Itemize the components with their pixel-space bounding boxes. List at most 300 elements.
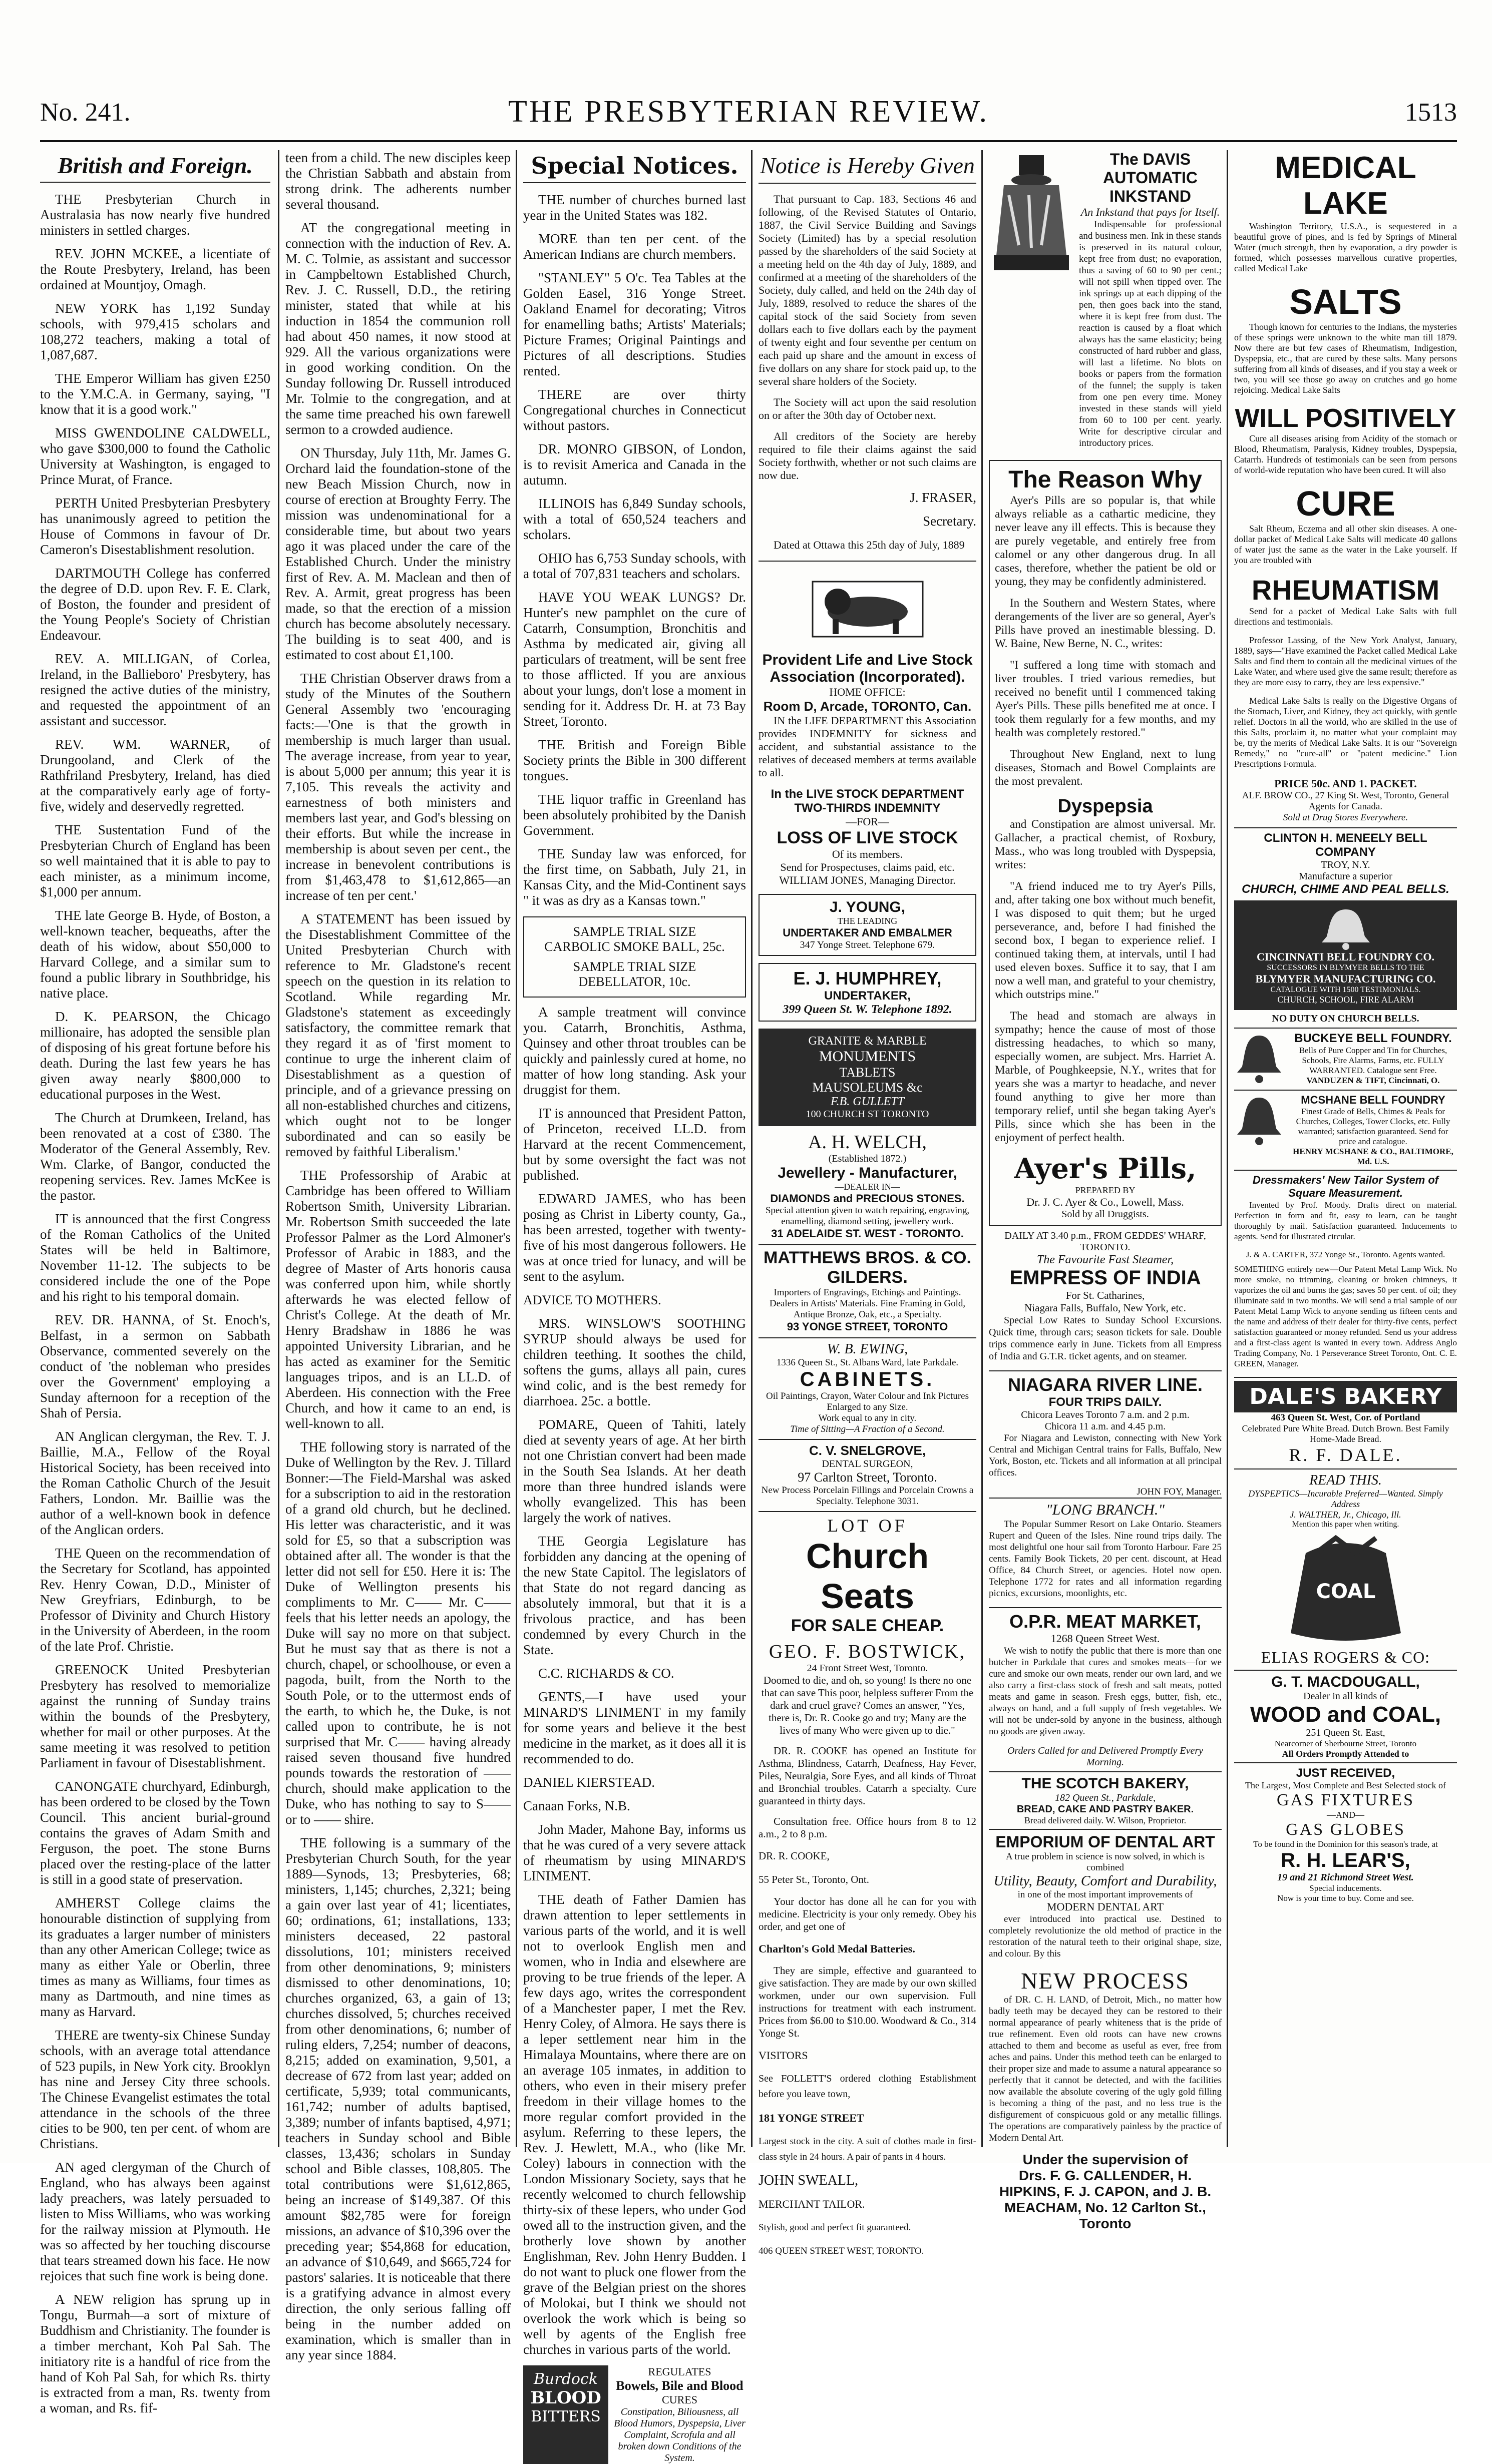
ad-line: —AND— [1327, 1810, 1364, 1820]
column-rule [981, 150, 983, 2147]
ad-line: and Constipation are almost universal. Mr. Gallacher, a practical chemist, of Roxbury, Mass., who was long troubled with Dyspepsia, writes: [995, 818, 1216, 871]
newspaper-title: THE PRESBYTERIAN REVIEW. [508, 95, 989, 129]
column-medical-lake-ads [1234, 150, 1457, 2147]
ad-line: TROY, N.Y. [1321, 859, 1370, 870]
ad-line: For Niagara and Lewiston, connecting with New York Central and Michigan Central trains for Falls, Buffalo, New York, Boston, etc. Tickets and all information at all principal offices. [989, 1433, 1222, 1478]
ad-line: MONUMENTS [819, 1048, 916, 1065]
ad-line: The head and stomach are always in sympathy; hence the cause of most of those distressing headaches, to which so many, especially women, are subject. Mrs. Harriet A. Marble, of Poughkeepsie, N.Y., writes that for years she was a martyr to headache, and never found anything to give her more than temporary relief, until she began taking Ayer's Pills, since which she has been in the enjoyment of perfect health. [995, 1010, 1216, 1144]
ad-line: Drs. F. G. CALLENDER, H. HIPKINS, F. J. CAPON, and J. B. MEACHAM, No. 12 Carlton St., Toronto [999, 2168, 1212, 2231]
davis-text [1079, 150, 1222, 457]
ad-line: 100 CHURCH ST TORONTO [806, 1109, 929, 1120]
ad-line: GAS FIXTURES [1277, 1791, 1414, 1809]
ad-line: Special Low Rates to Sunday School Excursions. Quick time, through cars; season tickets for sale. Double trips commence early in June. Tickets from all Empress of India and G.T.R. ticket agents, and on steamer. [989, 1315, 1222, 1362]
lamp-wick-ad: SOMETHING entirely new—Our Patent Metal Lamp Wick. No more smoke, no trimming, cleaning or broken chimneys, it vaporizes the oil and burns the gas; saves 50 per cent. of oil; they illuminate said in two months. We will send a trial sample of our Patent Metal Lamp Wick to anyone sending us fifteen cents and the name and address of their dealer for thirty-five cents, perfect satisfaction guaranteed or money refunded. Send us your address and a first-class agent is wanted in every town. Address Anglo Trading Company, No. 1 Perseverance Street Toronto, Ont. C. E. GREEN, Manager. [1234, 1264, 1457, 1368]
notice-item: POMARE, Queen of Tahiti, lately died at seventy years of age. At her birth not one Christian convert had been made in the South Sea Islands. At her death more than three hundred islands were wholly evangelized. This has been largely the work of natives. [523, 1417, 746, 1525]
ad-line: SAMPLE TRIAL SIZE [573, 959, 696, 974]
ad-line: CURE [1296, 484, 1395, 523]
ad-line: Sold at Drug Stores Everywhere. [1283, 812, 1408, 823]
ad-line: Work equal to any in city. [818, 1413, 917, 1423]
ad-text: 406 QUEEN STREET WEST, TORONTO. [759, 2246, 924, 2256]
news-item: REV. DR. HANNA, of St. Enoch's, Belfast, in a sermon on Sabbath Observance, commented severely on the conduct of 'the nobleman who presides over the Government' employing a Sunday afternoon for a reception of the Shah of Persia. [40, 1312, 270, 1420]
empress-ad [989, 1230, 1222, 1362]
ad-line: FOR SALE CHEAP. [791, 1616, 944, 1635]
ad-line: Special attention given to watch repairing, engraving, enamelling, diamond setting, jewellery work. [765, 1205, 970, 1227]
column-news-continued [285, 150, 511, 2362]
news-item: GREENOCK United Presbyterian Presbytery has resolved to memorialize against the running of Sunday trains within the bounds of the Presbytery, whether for mail or other purposes. At the same meeting it was resolved to petition Parliament in favour of Disestablishment. [40, 1662, 270, 1770]
news-item: DARTMOUTH College has conferred the degree of D.D. upon Rev. F. E. Clark, of Boston, the founder and president of the Young People's Society of Christian Endeavour. [40, 566, 270, 643]
news-item: AN Anglican clergyman, the Rev. T. J. Baillie, M.A., Fellow of the Royal Historical Society, has been received into the Roman Catholic Church of the Jesuit Fathers, London. Mr. Baillie was the author of a well-known book in defence of the Anglican orders. [40, 1429, 270, 1537]
ad-line: IN the LIFE DEPARTMENT this Association provides INDEMNITY for sickness and accident, and substantial assistance to the relatives of deceased members at terms available to all. [759, 714, 976, 779]
ad-text: DR. R. COOKE, [759, 1850, 830, 1862]
coal-sack-icon [1276, 1533, 1416, 1648]
notice-item: HAVE YOU WEAK LUNGS? Dr. Hunter's new pamphlet on the cure of Catarrh, Consumption, Bronchitis and Asthma by medicated air, giving all particulars of treatment, will be sent free to those afflicted. If you are anxious about your lungs, don't lose a moment in sending for it. Address Dr. H. at 73 Bay Street, Toronto. [523, 590, 746, 729]
ad-line: EMPORIUM OF DENTAL ART [995, 1833, 1215, 1851]
ad-line: 463 Queen St. West, Cor. of Portland [1271, 1412, 1420, 1423]
ad-line: 399 Queen St. W. Telephone 1892. [783, 1003, 952, 1016]
ad-line: DENTAL SURGEON, [822, 1458, 913, 1469]
notice-item: THE liquor traffic in Greenland has been absolutely prohibited by the Danish Government. [523, 792, 746, 838]
ad-line: WOOD and COAL, [1250, 1702, 1441, 1727]
ad-line: O.P.R. MEAT MARKET, [1009, 1611, 1201, 1632]
ad-line: A. H. WELCH, [808, 1132, 927, 1153]
ad-line: Burdock [534, 2370, 598, 2388]
news-item: CANONGATE churchyard, Edinburgh, has been ordered to be closed by the Town Council. This ancient burial-ground contains the graves of Adam Smith and Ferguson, the poet. The stone Burns placed over the resting-place of the latter is still in a good state of preservation. [40, 1779, 270, 1887]
mcshane-bell-ad [1234, 1090, 1457, 1167]
signature: DANIEL KIERSTEAD. [523, 1775, 655, 1790]
news-item: The Church at Drumkeen, Ireland, has been renovated at a cost of £380. The Moderator of the General Assembly, Rev. Wm. Clarke, of Bangor, conducted the reopening services. Rev. James McKee is the pastor. [40, 1110, 270, 1203]
ad-line: Under the supervision of [1022, 2152, 1188, 2167]
burdock-ad [523, 2365, 746, 2464]
ad-text: DR. R. COOKE has opened an Institute for Asthma, Blindness, Catarrh, Deafness, Hay Fever, Piles, Neuralgia, Sore Eyes, and all kinds of Throat and Bronchial troubles. Catarrh a specialty. Cure guaranteed in thirty days. [759, 1745, 976, 1807]
news-item: THE Sustentation Fund of the Presbyterian Church of England has been so well maintained that it is able to pay to each minister, as a minimum income, $1,000 per annum. [40, 822, 270, 899]
svg-text:COAL: COAL [1316, 1580, 1375, 1603]
ad-line: Of its members. [832, 848, 903, 860]
ad-line: The Popular Summer Resort on Lake Ontario. Steamers Rupert and Queen of the Isles. Nine round trips daily. The most delightful one hour sail from Toronto Harbour. Fare 25 cents. Family Book Tickets, 20 per cent. discount, at Head Office, 84 Church Street, or agencies. Hotel now open. Telephone 1772 for rates and all information regarding picnics, excursions, moonlights, etc. [989, 1519, 1222, 1599]
ad-line: All Orders Promptly Attended to [1282, 1749, 1409, 1759]
burdock-logo [523, 2365, 608, 2464]
ad-line: HENRY MCSHANE & CO., BALTIMORE, Md. U.S. [1293, 1147, 1453, 1166]
buckeye-bell-ad [1234, 1028, 1457, 1087]
notice-text: All creditors of the Society are hereby required to file their claims against the said Society forthwith, whether or not such claims are now due. [759, 430, 976, 481]
ad-line: UNDERTAKER AND EMBALMER [783, 926, 952, 939]
notice-item: A sample treatment will convince you. Catarrh, Bronchitis, Asthma, Quinsey and other throat troubles can be quickly and painlessly cured at home, no matter of how long standing. Ask your druggist for them. [523, 1005, 746, 1097]
ad-line: Send for a packet of Medical Lake Salts with full directions and testimonials. [1234, 606, 1457, 627]
ad-line: An Inkstand that pays for Itself. [1080, 206, 1220, 218]
ad-line: EMPRESS OF INDIA [1009, 1267, 1201, 1289]
ayers-ad [989, 460, 1222, 1226]
ad-line: The Reason Why [1008, 466, 1202, 493]
ad-line: MATTHEWS BROS. & CO. [764, 1248, 971, 1267]
ad-line: J. YOUNG, [829, 899, 906, 915]
ad-line: Throughout New England, next to lung diseases, Stomach and Bowel Complaints are the most prevalent. [995, 748, 1216, 787]
notice-item: MRS. WINSLOW'S SOOTHING SYRUP should always be used for children teething. It soothes the child, softens the gums, allays all pain, cures wind colic, and is the best remedy for diarrhoea. 25c. a bottle. [523, 1316, 746, 1408]
column-rule [751, 150, 753, 2147]
ad-text: Consultation free. Office hours from 8 to 12 a.m., 2 to 8 p.m. [759, 1815, 976, 1840]
ad-line: Though known for centuries to the Indians, the mysteries of these springs were unknown to the white man till 1879. Now there are but few cases of Rheumatism, Indigestion, Dyspepsia, etc., that are cured by these salts. Many persons suffering from all kinds of diseases, and if you stay a week or two, you will see those go away on crutches and go home rejoicing. Medical Lake Salts [1234, 322, 1457, 395]
ad-text: 55 Peter St., Toronto, Ont. [759, 1873, 869, 1885]
ad-line: Celebrated Pure White Bread. Dutch Brown. Best Family Home-Made Bread. [1242, 1423, 1449, 1444]
ad-line: CLINTON H. MENEELY BELL COMPANY [1264, 831, 1427, 859]
ad-line: MAUSOLEUMS &c [812, 1080, 923, 1095]
ad-line: RHEUMATISM [1251, 574, 1440, 606]
ad-line: "A friend induced me to try Ayer's Pills, and, after taking one box without much benefit, I was disposed to quit them; but he urged perseverance, and, before I had finished the second box, I began to experience relief. I continued taking them, at intervals, until I had used eleven boxes. Suffice it to say, that I am now a well man, and grateful to your chemistry, which outstrips mine." [995, 880, 1216, 1001]
ad-line: J. WALTHER, Jr., Chicago, Ill. [1290, 1510, 1401, 1520]
ad-line: UNDERTAKER, [824, 989, 911, 1003]
ad-line: Professor Lassing, of the New York Analyst, January, 1889, says—"Have examined the Packet called Medical Lake Salts and find them to contain all the medicinal virtues of the Lake Water, and where used give the same result; therefore as they are more easy to carry, they are less expensive." [1234, 635, 1457, 687]
ad-line: CURES [662, 2393, 697, 2406]
rogers-coal-ad [1234, 1533, 1457, 1667]
news-item: THERE are twenty-six Chinese Sunday schools, with an average total attendance of 523 pupils, in New York city. Brooklyn has nine and Jersey City three schools. The Chinese Evangelist estimates the total attendance in the schools of the three cities to be 900, ten per cent. of whom are Christians. [40, 2028, 270, 2151]
notice-heading: Notice is Hereby Given [759, 152, 976, 184]
church-seats-ad [759, 1511, 976, 1674]
ad-line: JOHN FOY, Manager. [1137, 1487, 1222, 1497]
column-special-notices [523, 150, 746, 2463]
ad-line: LOSS OF LIVE STOCK [777, 828, 958, 847]
notice-item: THE Sunday law was enforced, for the first time, on Sabbath, July 21, in Kansas City, and the Mid-Continent says " it was as dry as a Kansas town." [523, 846, 746, 908]
ad-line: "I suffered a long time with stomach and liver troubles. I tried various remedies, but received no benefit until I commenced taking Ayer's Pills. These pills benefited me at once. I took them regularly for a few months, and my health was completely restored." [995, 659, 1216, 739]
buckeye-text [1289, 1032, 1457, 1087]
ad-line: REGULATES [648, 2365, 711, 2378]
news-item: THE Queen on the recommendation of the Secretary for Scotland, has appointed Rev. Henry Cowan, D.D., Minister of New Greyfriars, Edinburgh, to be Professor of Divinity and Church History in the University of Aberdeen, in the room of the late Prof. Christie. [40, 1546, 270, 1654]
masthead [40, 80, 1457, 142]
ad-line: Invented by Prof. Moody. Drafts direct on material. Perfection in form and fit, easy to learn, can be taught thoroughly by mail. Satisfaction guaranteed. Inducements to agents. Send for illustrated circular. [1234, 1200, 1457, 1241]
column-rule [516, 150, 517, 2147]
young-ad [759, 894, 976, 956]
ad-line: In the LIVE STOCK DEPARTMENT TWO-THIRDS INDEMNITY [771, 787, 964, 815]
macdougall-ad [1234, 1670, 1457, 1759]
ad-line: BREAD, CAKE AND PASTRY BAKER. [1016, 1804, 1194, 1815]
duty-line: NO DUTY ON CHURCH BELLS. [1272, 1013, 1419, 1024]
ad-line: Orders Called for and Delivered Promptly Every Morning. [1007, 1745, 1204, 1768]
ad-line: PRICE 50c. AND 1. PACKET. [1274, 777, 1417, 790]
notice-item: IT is announced that President Patton, of Princeton, received LL.D. from Harvard at the recent Commencement, but by some oversight the fact was not published. [523, 1106, 746, 1183]
ad-line: ever introduced into practical use. Destined to completely revolutionize the old method of practice in the restoration of the natural teeth to their original shape, size, and colour. By this [989, 1914, 1222, 1959]
ad-line: JUST RECEIVED, [1296, 1766, 1395, 1780]
ad-text: JOHN SWEALL, [759, 2173, 859, 2188]
ad-line: 24 Front Street West, Toronto. [807, 1663, 928, 1674]
ad-line: The Largest, Most Complete and Best Selected stock of [1245, 1780, 1446, 1790]
news-item: teen from a child. The new disciples keep the Christian Sabbath and abstain from strong drink. The adherents number several thousand. [285, 150, 511, 212]
bell-icon [1234, 1094, 1284, 1149]
ad-line: Nearcorner of Sherbourne Street, Toronto [1274, 1739, 1417, 1748]
column-ayers-ads [989, 150, 1222, 2231]
inkstand-icon [989, 150, 1074, 280]
ad-line: —DEALER IN— [835, 1182, 900, 1192]
news-item: D. K. PEARSON, the Chicago millionaire, has adopted the sensible plan of disposing of his great fortune before his death. During the last few years he has given away nearly $800,000 to educational purposes in the West. [40, 1009, 270, 1102]
notice-item: DR. MONRO GIBSON, of London, is to revisit America and Canada in the autumn. [523, 441, 746, 487]
ad-line: We wish to notify the public that there is more than one butcher in Parkdale that cures and smokes meats—for we cure and smoke our own meats, render our own lard, and we also carry a first-class stock of fresh and salt meats, potted meats and game in season. Fresh eggs, butter, fish, etc., always on hand, and a full supply of fresh vegetables. We will not be under-sold by anyone in the business, although no goods are given away. [989, 1646, 1222, 1737]
section-heading: Special Notices. [523, 152, 746, 183]
notice-item: THE number of churches burned last year in the United States was 182. [523, 192, 746, 223]
ad-line: Send for Prospectuses, claims paid, etc. [780, 861, 955, 873]
ad-line: BITTERS [531, 2408, 601, 2425]
news-item: AMHERST College claims the honourable distinction of supplying from its graduates a larger number of ministers than any other American College; twice as many as either Yale or Oberlin, three times as many as Williams, four times as many as Dartmouth, and nine times as many as Harvard. [40, 1895, 270, 2019]
notice-item: MORE than ten per cent. of the American Indians are church members. [523, 231, 746, 262]
ad-line: E. J. HUMPHREY, [793, 968, 942, 989]
ad-line: DIAMONDS and PRECIOUS STONES. [770, 1192, 965, 1205]
snelgrove-ad [759, 1439, 976, 1507]
ad-line: 19 and 21 Richmond Street West. [1277, 1872, 1414, 1883]
ad-text: See FOLLETT'S ordered clothing Establishment before you leave town, [759, 2073, 976, 2100]
ad-line: ELIAS ROGERS & CO: [1261, 1648, 1430, 1666]
news-item: IT is announced that the first Congress of the Roman Catholics of the United States will be held in Baltimore, November 11-12. The subjects to be considered include the one of the Pope and his right to his temporal domain. [40, 1211, 270, 1304]
signature: J. FRASER, [910, 490, 976, 505]
issue-number: No. 241. [40, 98, 131, 127]
meneely-bell-ad [1234, 827, 1457, 896]
ad-line: —FOR— [846, 815, 889, 828]
ad-line: THE LEADING [837, 916, 898, 926]
column-notices-ads [759, 150, 976, 2256]
burdock-text [613, 2365, 746, 2464]
ad-line: CABINETS. [800, 1368, 935, 1390]
ad-line: C. V. SNELGROVE, [809, 1443, 926, 1458]
ad-line: Utility, Beauty, Comfort and Durability, [993, 1873, 1217, 1889]
ad-line: New Process Porcelain Fillings and Porcelain Crowns a Specialty. Telephone 3031. [761, 1485, 974, 1507]
notice-text: The Society will act upon the said resolution on or after the 30th day of October next. [759, 396, 976, 421]
ad-line: GAS GLOBES [1286, 1820, 1405, 1839]
ad-line: PREPARED BY [1075, 1185, 1136, 1195]
ad-line: Oil Paintings, Crayon, Water Colour and Ink Pictures Enlarged to any Size. [766, 1391, 969, 1412]
ad-line: Ayer's Pills are so popular is, that while always reliable as a cathartic medicine, they never leave any ill effects. This is because they are purely vegetable, and entirely free from calomel or any other dangerous drug. In all cases, therefore, whether the patient be old or young, they may be confidently administered. [995, 494, 1216, 588]
ad-line: MODERN DENTAL ART [1046, 1900, 1164, 1913]
bell-icon [1234, 1032, 1284, 1087]
read-this-ad [1234, 1468, 1457, 1529]
ad-line: Dr. J. C. Ayer & Co., Lowell, Mass. [1026, 1196, 1184, 1208]
ad-line: G. T. MACDOUGALL, [1271, 1674, 1420, 1690]
ad-line: GRANITE & MARBLE [808, 1035, 927, 1048]
ad-line: 347 Yonge Street. Telephone 679. [800, 939, 935, 950]
news-item: THE Emperor William has given £250 to the Y.M.C.A. in Germany, saying, "I know that it is a good work." [40, 371, 270, 417]
ad-line: BLYMYER MANUFACTURING CO. [1255, 972, 1436, 985]
ad-line: 93 YONGE STREET, TORONTO [787, 1320, 948, 1333]
signature: Canaan Forks, N.B. [523, 1798, 630, 1813]
ad-line: SUCCESSORS IN BLYMYER BELLS TO THE [1267, 963, 1424, 972]
granite-ad [759, 1029, 976, 1126]
dressmakers-ad [1234, 1170, 1457, 1260]
ad-line: SALTS [1289, 282, 1402, 321]
ad-line: CINCINNATI BELL FOUNDRY CO. [1257, 950, 1434, 963]
niagara-ad [989, 1370, 1222, 1498]
ad-line: 1268 Queen Street West. [1050, 1632, 1160, 1645]
ad-line: 1336 Queen St., St. Albans Ward, late Parkdale. [776, 1357, 959, 1368]
humphrey-ad [759, 963, 976, 1022]
ad-line: Bread delivered daily. W. Wilson, Proprietor. [1024, 1815, 1187, 1825]
ad-line: in one of the most important improvements of [1017, 1889, 1193, 1900]
notice-item: THERE are over thirty Congregational churches in Connecticut without pastors. [523, 387, 746, 433]
provident-ad [759, 561, 976, 887]
news-item: THE following story is narrated of the Duke of Wellington by the Rev. J. Tillard Bonner:—The Field-Marshal was asked for a subscription to aid in the restoration of a grand old church, but he declined. His letter was characteristic, and it was sold for £5, so that a subscription was obtained after all. The wonder is that the letter did not sell for £50. Here it is: The Duke of Wellington presents his compliments to Mr. C—— Mr. C—— feels that his letter needs an apology, the Duke will say no more on that subject. But he must say that as there is not a church, chapel, or schoolhouse, or even a pagoda, built, from the North to the South Pole, or to the uttermost ends of the earth, to which he, the Duke, is not called upon to contribute, he is not surprised that Mr. C—— having already raised seven thousand five hundred pounds towards the restoration of —— church, should make application to the Duke, who has nothing to say to S—— or to —— shire. [285, 1439, 511, 1827]
ad-line: of DR. C. H. LAND, of Detroit, Mich., no matter how badly teeth may be decayed they can be restored to their normal appearance of pearly whiteness that is the pride of true refinement. Even old roots can have new crowns attached to them and become as useful as ever, free from aches and pains. Under this method teeth can be enlarged to their proper size and made to assume a natural appearance so perfectly that it cannot be detected, and with the facilities now available the absolute covering of the ugly gold filling is becoming a thing of the past, and no less true is the disfigurement of conspicuous gold or any metallic fillings. The operations are comparatively painless by the practice of Modern Dental Art. [989, 1995, 1222, 2143]
column-rule [1227, 150, 1228, 2147]
notice-item: THE British and Foreign Bible Society prints the Bible in 300 different tongues. [523, 737, 746, 783]
ad-line: GEO. F. BOSTWICK, [769, 1641, 966, 1662]
news-item: THE late George B. Hyde, of Boston, a well-known teacher, bequeaths, after the death of his widow, about $50,000 to Harvard College, and a similar sum to found a public library in Southbridge, his native place. [40, 908, 270, 1001]
ad-line: 251 Queen St. East, [1306, 1727, 1385, 1738]
cincinnati-bell-ad [1234, 900, 1457, 1010]
news-item: ON Thursday, July 11th, Mr. James G. Orchard laid the foundation-stone of the new Beach Mission Church, now in course of erection at Broughty Ferry. The mission was undenominational for a considerable time, but about two years ago it was placed under the care of the Established Church. Under the ministry first of Rev. A. M. Maclean and then of Rev. A. Armit, great progress has been made, so that the erection of a mission church has become absolutely necessary. The building is to seat 400, and is estimated to cost about £1,100. [285, 445, 511, 662]
ad-line: Room D, Arcade, TORONTO, Can. [763, 699, 972, 714]
ad-line: Chicora Leaves Toronto 7 a.m. and 2 p.m. [1021, 1409, 1190, 1420]
news-item: MISS GWENDOLINE CALDWELL, who gave $300,000 to found the Catholic University at Washington, is engaged to Prince Murat, of France. [40, 425, 270, 487]
ad-line: CHURCH, CHIME AND PEAL BELLS. [1242, 882, 1449, 896]
ad-line: MEDICAL LAKE [1275, 151, 1416, 221]
ad-text: 181 YONGE STREET [759, 2112, 864, 2124]
ad-line: In the Southern and Western States, where derangements of the liver are so general, Ayer's Pills have proved an inestimable blessing. D. W. Baine, New Berne, N. C., writes: [995, 597, 1216, 650]
matthews-ad [759, 1244, 976, 1333]
smoke-ball-ad [523, 916, 746, 998]
ad-line: NIAGARA RIVER LINE. [1008, 1374, 1203, 1395]
ad-line: Importers of Engravings, Etchings and Paintings. Dealers in Artists' Materials. Fine Framing in Gold, Antique Bronze, Oak, etc., a Specialty. [769, 1287, 966, 1320]
ad-text: Largest stock in the city. A suit of clothes made in first-class style in 24 hours. A pair of pants in 4 hours. [759, 2136, 976, 2162]
ad-line: MCSHANE BELL FOUNDRY [1301, 1094, 1445, 1106]
ad-line: Manufacture a superior [1299, 871, 1392, 882]
ad-line: DYSPEPTICS—Incurable Preferred—Wanted. Simply Address [1248, 1489, 1443, 1509]
notice-item: THE Georgia Legislature has forbidden any dancing at the opening of the new State Capitol. The legislators of that State do not regard dancing as absolutely immoral, but that it is a frivolous practice, and has been condemned by every Church in the State. [523, 1534, 746, 1657]
ad-line: Dyspepsia [1057, 796, 1153, 817]
notice-text: That pursuant to Cap. 183, Sections 46 and following, of the Revised Statutes of Ontario, 1887, the Civil Service Building and Savings Society (Limited) has by a special resolution passed by the shareholders of the said Society at a meeting held on the 4th day of July, 1889, and confirmed at a meeting of the shareholders of the Society, duly called, and held on the 24th day of July, 1889, resolved to reduce the shares of the capital stock of the said Society from seven dollars each to five dollars each by the payment of twenty eight and four seventhe per centum on each paid up share and the amount in excess of five dollars on any share for stock paid up, to the several share holders of the Society. [759, 193, 976, 387]
ad-line: To be found in the Dominion for this season's trade, at [1253, 1839, 1438, 1849]
welch-ad [759, 1131, 976, 1240]
lear-ad [1234, 1762, 1457, 1903]
news-item: THE following is a summary of the Presbyterian Church South, for the year 1889—Synods, 13; Presbyteries, 68; ministers, 1,145; churches, 2,321; being a gain over last year of 41; licentiates, 60; ordinations, 61; installations, 133; ministers deceased, 22 pastoral dissolutions, 101; ministers received from other denominations, 9; ministers dismissed to other denominations, 10; churches organized, 63, a gain of 13; churches dissolved, 5; churches received from other denominations, 6; number of ruling elders, 7,254; number of deacons, 8,215; added on examination, 9,501, a decrease of 672 from last year; added on certificate, 5,939; total communicants, 161,742; number of adults baptised, 3,389; number of infants baptised, 4,971; teachers in Sunday school and Bible classes, 13,436; scholars in Sunday school and Bible classes, 108,805. The total contributions were $1,612,865, being an increase of $149,387. Of this amount $82,785 were for foreign missions, an advance of $10,396 over the preceding year; $54,868 for education, an advance of $10,649, and $665,724 for pastors' salaries. It is noticeable that there is a gratifying advance in almost every direction, the only serious falling off being in the number added on examination, which is smaller than in any year since 1884. [285, 1835, 511, 2362]
ad-line: READ THIS. [1309, 1472, 1382, 1488]
ad-line: Bowels, Bile and Blood [616, 2378, 743, 2393]
notice-item: EDWARD JAMES, who has been posing as Christ in Liberty county, Ga., has been arrested, together with twenty-five of his most dangerous followers. He was at once tried for lunacy, and will be sent to the asylum. [523, 1191, 746, 1284]
ad-line: Mention this paper when writing. [1292, 1520, 1399, 1529]
davis-ad [989, 150, 1222, 457]
news-item: REV. WM. WARNER, of Drungooland, and Clerk of the Rathfriland Presbytery, Ireland, has died at the comparatively early age of forty-five, widely and deservedly regretted. [40, 737, 270, 814]
notice-item: ILLINOIS has 6,849 Sunday schools, with a total of 650,524 teachers and scholars. [523, 496, 746, 542]
notice-item: "STANLEY" 5 O'c. Tea Tables at the Golden Easel, 316 Yonge Street. Oakland Enamel for decorating; Vitros for enamelling baths; Artists' Materials; Picture Frames; Original Paintings and Pictures of all descriptions. Studies rented. [523, 270, 746, 378]
long-branch-ad [989, 1498, 1222, 1599]
ad-line: Washington Territory, U.S.A., is sequestered in a beautiful grove of pines, and is fed by Springs of Mineral Water (much strength, then by evaporation, a dry powder is formed, which possesses marvellous curative properties, called Medical Lake [1234, 221, 1457, 273]
ad-line: DALE'S BAKERY [1234, 1381, 1457, 1412]
ad-line: R. H. LEAR'S, [1281, 1849, 1410, 1871]
column-british-foreign [40, 150, 270, 2415]
dales-bakery-ad [1234, 1377, 1457, 1465]
ad-text: Charlton's Gold Medal Batteries. [759, 1942, 915, 1955]
ad-line: BUCKEYE BELL FOUNDRY. [1294, 1032, 1452, 1045]
notice-item: OHIO has 6,753 Sunday schools, with a total of 707,831 teachers and scholars. [523, 551, 746, 581]
ad-line: Chicora 11 a.m. and 4.45 p.m. [1044, 1421, 1166, 1432]
poem: Doomed to die, and oh, so young! Is there no one that can save This poor, helpless sufferer From the dark and cruel grave? Comes an answer, "Yes, there is, Dr. R. Cooke go and try; Many are the lives of many Who were given up to die." [761, 1674, 974, 1736]
ad-line: DAILY AT 3.40 p.m., FROM GEDDES' WHARF, TORONTO. [1004, 1230, 1206, 1253]
ad-line: Special inducements. [1309, 1883, 1382, 1893]
ad-line: For St. Catharines, [1065, 1289, 1145, 1301]
ad-line: VANDUZEN & TIFT, Cincinnati, O. [1306, 1076, 1440, 1085]
ad-text: VISITORS [759, 2049, 808, 2062]
ad-line: Sold by all Druggists. [1061, 1209, 1149, 1220]
ad-line: 182 Queen St., Parkdale, [1054, 1792, 1156, 1803]
news-item: A STATEMENT has been issued by the Disestablishment Committee of the United Presbyterian Church with reference to Mr. Gladstone's recent speech on the question in its relation to Scotland. While regarding Mr. Gladstone's statement as exceedingly satisfactory, the committee remark that they regard it as of 'first moment to continue to urge the inherent claim of Disestablishment as a question of principle, and of a grievance pressing on all non-established churches and citizens, which ought not to be longer subordinated and can so easily be removed by faithful Liberalism.' [285, 911, 511, 1159]
news-item: THE Presbyterian Church in Australasia has now nearly five hundred ministers in settled charges. [40, 192, 270, 238]
notice-item: THE death of Father Damien has drawn attention to leper settlements in various parts of the world, and it is well not to overlook English men and women, who in India and elsewhere are proving to be true friends of the leper. A few days ago, writes the correspondent of a Manchester paper, I met the Rev. Henry Coley, of Almora. He says there is a leper settlement near him in the Himalaya Mountains, where there are on an average 105 inmates, in addition to others, who even in their misery prefer freedom in their village homes to the more regular comfort provided in the asylum. Referring to these lepers, the Rev. J. Hewlett, M.A., who (like Mr. Coley) labours in connection with the London Missionary Society, says that he recently welcomed to church fellowship thirty-six of these lepers, who under God owed all to the instruction given, and the brotherly love shown by another Englishman, Rev. John Henry Budden. I do not want to pluck one flower from the grave of the Belgian priest on the shores of Molokai, but I think we should not overlook the work which is being so well by agents of the English free churches in various parts of the world. [523, 1892, 746, 2357]
ad-line: CARBOLIC SMOKE BALL, 25c. [544, 939, 725, 954]
ad-line: Ayer's Pills, [1014, 1152, 1197, 1185]
ad-line: Dealer in all kinds of [1303, 1691, 1388, 1702]
ad-line: Bells of Pure Copper and Tin for Churches, Schools, Fire Alarms, Farms, etc. FULLY WARRANTED. Catalogue sent Free. [1299, 1046, 1447, 1075]
ad-line: FOUR TRIPS DAILY. [1048, 1395, 1162, 1409]
ad-line: WILL POSITIVELY [1235, 404, 1456, 433]
page-number: 1513 [1405, 98, 1457, 127]
notice-item: GENTS,—I have used your MINARD'S LINIMENT in my family for some years and believe it the best medicine in the market, as it does all it is recommended to do. [523, 1689, 746, 1766]
scotch-bakery-ad [989, 1771, 1222, 1826]
ad-line: Constipation, Biliousness, all Blood Humors, Dyspepsia, Liver Complaint, Scrofula and all broken down Conditions of the System. [614, 2406, 745, 2463]
ad-line: The DAVIS AUTOMATIC INKSTAND [1102, 150, 1198, 205]
ad-line: Finest Grade of Bells, Chimes & Peals for Churches, Colleges, Tower Clocks, etc. Fully warranted; satisfaction guaranteed. Send for price and catalogue. [1296, 1107, 1450, 1146]
ad-line: BLOOD [530, 2388, 601, 2408]
ad-line: CATALOGUE WITH 1500 TESTIMONIALS. [1270, 985, 1421, 994]
ad-text: Stylish, good and perfect fit guaranteed. [759, 2222, 911, 2233]
ewing-ad [759, 1337, 976, 1435]
ad-line: Indispensable for professional and business men. Ink in these stands is preserved in its natural colour, kept free from dust; no evaporation, thus a saving of 60 to 90 per cent.; will not spill when tipped over. The ink springs up at each dipping of the pen, then goes back into the stand, where it is kept free from dust. The reaction is caused by a float which always has the same elasticity; being constructed of hard rubber and glass, will last a lifetime. No blots on books or papers from the formation of the funnel; the supply is taken from one pen every time. Money invested in these stands will yield from 60 to 100 per cent. yearly. Write for descriptive circular and introductory prices. [1079, 219, 1222, 448]
ad-line: NEW PROCESS [1021, 1968, 1190, 1994]
ad-line: LOT OF [827, 1516, 908, 1536]
bell-icon [1316, 905, 1376, 950]
ad-line: 97 Carlton Street, Toronto. [798, 1470, 937, 1485]
ad-line: R. F. DALE. [1289, 1445, 1402, 1465]
ad-line: Church Seats [806, 1537, 929, 1616]
ad-line: Now is your time to buy. Come and see. [1277, 1893, 1414, 1903]
ad-line: A true problem in science is now solved, in which is combined [1005, 1851, 1205, 1873]
news-item: THE Christian Observer draws from a study of the Minutes of the Southern General Assembly two 'encouraging facts:—'One is that the growth in membership is much larger than usual. The average increase, from year to year, is about 5,000 per annum; this year it is 7,105. This reveals the activity and earnestness of both ministers and members last year, and God's blessing on their efforts. But while the increase in membership is about seven per cent., the increase in benevolent contributions is from $1,463,478 to $1,612,865—an increase of ten per cent.' [285, 671, 511, 903]
ad-line: The Favourite Fast Steamer, [1036, 1253, 1174, 1266]
ad-line: "LONG BRANCH." [1046, 1502, 1165, 1518]
ad-line: Provident Life and Live Stock Association (Incorporated). [762, 652, 973, 685]
ad-line: CHURCH, SCHOOL, FIRE ALARM [1277, 995, 1414, 1005]
ad-line: F.B. GULLETT [831, 1095, 904, 1108]
ad-line: THE SCOTCH BAKERY, [1021, 1775, 1189, 1792]
ad-line: GILDERS. [827, 1268, 908, 1287]
ad-line: Salt Rheum, Eczema and all other skin diseases. A one-dollar packet of Medical Lake Salts will medicate 40 gallons of water just the same as the water in the Lake yourself. If you are troubled with [1234, 524, 1457, 565]
news-item: A NEW religion has sprung up in Tongu, Burmah—a sort of mixture of Buddhism and Christianity. The founder is a timber merchant, Koh Pal Sah. The initiatory rite is a handful of rice from the hand of Koh Pal Sah, for which Rs. thirty is extracted from a man, Rs. twenty from a woman, and Rs. fif- [40, 2292, 270, 2415]
ad-text: Your doctor has done all he can for you with medicine. Electricity is your only remedy. Obey his order, and get one of [759, 1895, 976, 1932]
ad-line: Time of Sitting—A Fraction of a Second. [790, 1424, 945, 1434]
lion-icon [803, 572, 933, 647]
news-item: AT the congregational meeting in connection with the induction of Rev. A. M. C. Tolmie, as assistant and successor in Campbeltown Established Church, Rev. J. C. Russell, D.D., the retiring minister, stated that while at his induction in 1854 the communion roll had about 450 names, it now stood at 929. All the various organizations were in good working condition. On the Sunday following Dr. Russell introduced Mr. Tolmie to the congregation, and at the same time preached his own farewell sermon to a crowded audience. [285, 220, 511, 437]
ad-line: WILLIAM JONES, Managing Director. [779, 874, 956, 886]
news-item: REV. A. MILLIGAN, of Corlea, Ireland, in the Ballieboro' Presbytery, has resigned the active duties of the ministry, and requested the appointment of an assistant and successor. [40, 651, 270, 728]
ad-line: Niagara Falls, Buffalo, New York, etc. [1024, 1302, 1186, 1314]
notice-heading: ADVICE TO MOTHERS. [523, 1293, 661, 1307]
dated-line: Dated at Ottawa this 25th day of July, 1889 [774, 539, 965, 551]
news-item: PERTH United Presbyterian Presbytery has unanimously agreed to petition the House of Commons in favour of Dr. Cameron's Disestablishment resolution. [40, 496, 270, 557]
dental-ad [989, 1829, 1222, 2232]
ad-line: SAMPLE TRIAL SIZE [573, 924, 696, 939]
meat-market-ad [989, 1607, 1222, 1768]
medical-lake-ad [1234, 150, 1457, 823]
ad-line: Medical Lake Salts is really on the Digestive Organs of the Stomach, Liver, and Kidney, they act quickly, with gentle relief. Doctors in all the world, who are skilled in the use of this Salts, proclaim it, no matter what your complaint may be, try the merits of Medical Lake Salts. It is our "Sovereign Remedy," no "cure-all" or "patent medicine." Lion Prescriptions Formula. [1234, 696, 1457, 769]
ad-line: TABLETS [839, 1065, 896, 1080]
ad-line: ALF. BROW CO., 27 King St. West, Toronto, General Agents for Canada. [1242, 790, 1449, 812]
news-item: REV. JOHN MCKEE, a licentiate of the Route Presbytery, Ireland, has been ordained at Mountjoy, Omagh. [40, 246, 270, 292]
notice-item: C.C. RICHARDS & CO. [538, 1666, 674, 1681]
signature: Secretary. [923, 514, 976, 529]
ad-text: They are simple, effective and guaranteed to give satisfaction. They are made by our own skilled workmen, under our own supervision. Full instructions for treatment with each instrument. Prices from $6.00 to $10.00. Woodward & Co., 314 Yonge St. [759, 1964, 976, 2039]
ad-line: W. B. EWING, [827, 1341, 908, 1357]
mcshane-text [1289, 1094, 1457, 1167]
ad-line: DEBELLATOR, 10c. [578, 974, 691, 989]
ad-line: HOME OFFICE: [829, 686, 906, 698]
ad-line: Jewellery - Manufacturer, [778, 1165, 957, 1181]
news-item: THE Professorship of Arabic at Cambridge has been offered to William Robertson Smith, University Librarian. Mr. Robertson Smith succeeded the late Professor Palmer as the Lord Almoner's Professor of Arabic in 1883, and the degree of Master of Arts honoris causa was conferred upon him, while shortly afterwards he was elected fellow of Christ's College. At the death of Mr. Henry Bradshaw in 1886 he was appointed University Librarian, and he has acted as examiner for the Semitic languages tripos, and is an LL.D. of Aberdeen. His connection with the Free Church, and how it came to an end, is well-known to all. [285, 1168, 511, 1431]
column-rule [278, 150, 279, 2147]
news-item: AN aged clergyman of the Church of England, who has always been against lady preachers, was lately persuaded to listen to Miss Williams, who was working for the railway mission at Plymouth. He was so affected by her touching discourse that tears streamed down his face. He now rejoices that such fine work is being done. [40, 2160, 270, 2283]
ad-line: 31 ADELAIDE ST. WEST - TORONTO. [771, 1227, 964, 1240]
ad-line: J. & A. CARTER, 372 Yonge St., Toronto. Agents wanted. [1246, 1250, 1445, 1259]
ad-line: (Established 1872.) [828, 1153, 907, 1164]
notice-item: John Mader, Mahone Bay, informs us that he was cured of a very severe attack of rheumatism by using MINARD'S LINIMENT. [523, 1822, 746, 1883]
